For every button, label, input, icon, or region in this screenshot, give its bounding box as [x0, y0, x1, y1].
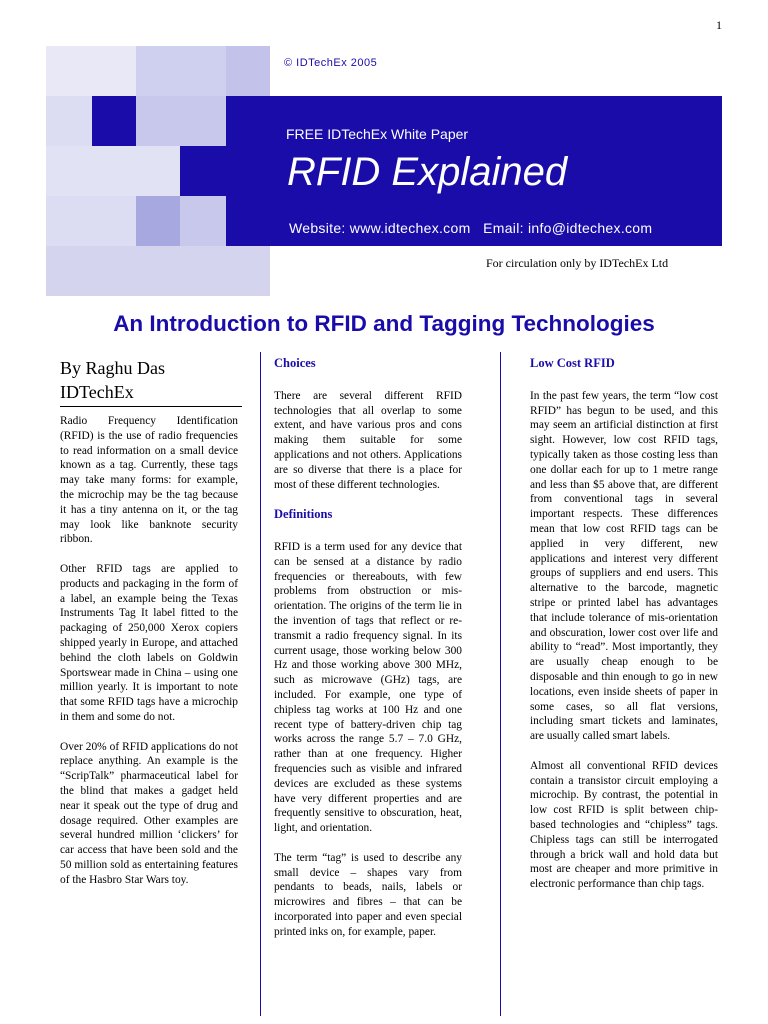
page-number: 1	[716, 18, 722, 32]
section-heading-definitions: Definitions	[274, 507, 333, 522]
copyright-notice: © IDTechEx 2005	[284, 57, 378, 69]
column-2	[274, 356, 462, 954]
paragraph: RFID is a term used for any device that can be sensed at a distance by radio frequencies or thereabouts, with few problems from obstruction or mis-orientation. The origins of the term lie in the invention of tags that reflect or re-transmit a radio frequency signal. In its current usage, those working below 300 Hz and those working above 300 MHz, such as microwave (GHz) tags, are included. For example, one type of chipless tag works at 100 Hz and one recent type of battery-driven chip tag works across the range 5.7 – 7.0 GHz, rather than at one frequency. Higher frequencies such as visible and infrared devices are excluded as these systems have very different properties and are frequently sensitive to obscuration, heat, light, and orientation.	[274, 540, 462, 835]
paragraph: There are several different RFID technologies that all overlap to some extent, and have various pros and cons making them suitable for some applications and not others. Applications are so diverse that there is a place for most of these different technologies.	[274, 389, 462, 491]
banner-square	[180, 196, 226, 246]
banner-title: RFID Explained	[287, 150, 568, 194]
banner-square	[136, 46, 226, 96]
section-heading-low-cost-rfid: Low Cost RFID	[530, 356, 615, 370]
author-name: By Raghu Das	[60, 358, 165, 378]
banner-square	[226, 96, 270, 246]
white-paper-label: FREE IDTechEx White Paper	[286, 126, 469, 142]
article-title: An Introduction to RFID and Tagging Technologies	[113, 311, 655, 336]
circulation-note: For circulation only by IDTechEx Ltd	[486, 256, 669, 270]
banner-top-right	[270, 46, 722, 96]
banner-square	[180, 146, 226, 196]
banner-square	[46, 46, 136, 96]
column-divider	[260, 352, 261, 1016]
column-3	[530, 356, 718, 907]
paragraph: Almost all conventional RFID devices contain a transistor circuit employing a microchip. By contrast, the potential in low cost RFID is split between chip-based technologies and “chipless” tags. Chipless tags can still be interrogated through a brick wall and hold data but most are cheaper and more primitive in electronic performance than chip tags.	[530, 759, 718, 891]
banner-square	[136, 96, 226, 146]
banner-lower	[46, 246, 270, 296]
banner-square	[226, 46, 270, 96]
paragraph: Over 20% of RFID applications do not replace anything. An example is the “ScripTalk” pharmaceutical label for the blind that makes a gadget held near it speak out the type of drug and dosage required. Other examples are several hundred million ‘clickers’ for car access that have been sold and the 50 million sold as entertaining features of the Hasbro Star Wars toy.	[60, 740, 238, 886]
section-heading-choices: Choices	[274, 356, 316, 370]
banner-square	[92, 96, 136, 146]
author-org: IDTechEx	[60, 382, 134, 402]
paragraph: The term “tag” is used to describe any small device – shapes vary from pendants to beads, nails, labels or microwires and fibres – that can be incorporated into paper and even special printed inks on, for example, paper.	[274, 851, 462, 938]
column-1	[60, 414, 238, 902]
byline	[60, 356, 242, 407]
paragraph: Radio Frequency Identification (RFID) is the use of radio frequencies to read information on a small device known as a tag. Currently, these tags may take many forms: for example, the microchip may be the tag because it has a tiny antenna on it, or the tag may look like banknote security ribbon.	[60, 415, 238, 546]
column-divider	[500, 352, 501, 1016]
paragraph: In the past few years, the term “low cost RFID” has begun to be used, and this may seem an artificial distinction at first sight. However, low cost RFID tags, typically taken as those costing less than one dollar each for up to 1 metre range and less than $5 above that, are different from conventional tags in several important respects. These differences mean that low cost RFID tags can be applied in very different, new applications and interest very different groups of suppliers and end users. This alternative to the barcode, magnetic stripe or printed label has advantages that include tolerance of mis-orientation and obscuration, lower cost over life and ability to “read”. Most importantly, they are usually cheap enough to be disposable and thin enough to go in new locations, even inside sheets of paper in some cases, so all flat versions, including smart tickets and laminates, are usually called smart labels.	[530, 389, 718, 743]
contact-line: Website: www.idtechex.com Email: info@idtechex.com	[289, 220, 653, 236]
paragraph: Other RFID tags are applied to products and packaging in the form of a label, an example being the Texas Instruments Tag It label fitted to the packaging of 250,000 Xerox copiers shipped yearly in Europe, and attached behind the cloth labels on Goldwin Sportswear made in China – using one million yearly. It is important to note that some RFID tags have a microchip in them and some do not.	[60, 562, 238, 723]
banner-square	[46, 146, 180, 196]
banner-square	[136, 196, 180, 246]
